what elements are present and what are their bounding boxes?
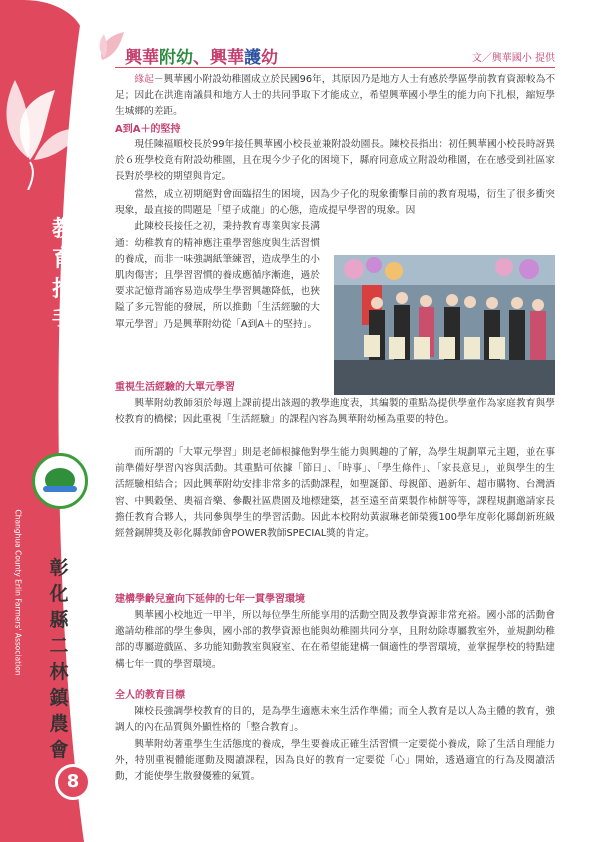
section1-paragraph1: 現任陳福順校長於99年接任興華國小校長並兼附設幼園長。陳校長指出：初任興華國小校長時訝異於６班學校竟有附設幼稚園，且在現今少子化的困境下，縣府同意成立附設幼稚園，在在感受到社區家長對於學校的期望與肯定。 [115, 139, 555, 183]
intro-paragraph: 緣起－興華國小附設幼稚園成立於民國96年，其原因乃是地方人士有感於學區學前教育資源較為不足；因此在洪進南議員和地方人士的共同爭取下才能成立，希望興華國小學生的能力向下扎根，縮短學生城鄉的差距。 [115, 74, 556, 118]
section-heading-whole-person: 全人的教育目標 [115, 690, 185, 701]
section-heading-seven-year: 建構學齡兒童向下延伸的七年一貫學習環境 [115, 594, 305, 605]
section4-paragraph1: 陳校長強調學校教育的目的，是為學生適應未來生活作準備；而全人教育是以人為主體的教育，強調人的內在品質與外顯性格的「整合教育」。 [115, 706, 555, 734]
section2-paragraph1: 興華附幼教師須於每週上課前提出該週的教學進度表，其編製的重點為提供學童作為家庭教育與學校教育的橋樑；因此重視「生活經驗」的課程內容為興華附幼極為重要的特色。 [115, 398, 555, 426]
section1-paragraph2-top: 當然，成立初期絕對會面臨招生的困境，因為少子化的現象衝擊目前的教育現場，衍生了很多衝突現象，最直接的問題是「望子成龍」的心態，造成提早學習的現象。因 此陳校長接任之初，秉持教育專業與家長溝通：幼稚教育的精神應注重學習態度與生活習慣的養成，而非一味強調紙筆練習，造成學生的小肌肉傷害；且學習習慣的養成應循序漸進，過於要求記憶背誦容易造成學生學習興趣降低，也狹隘了多元智能的發展，所以推動「生活經驗的大單元學習」乃是興華附幼從「A到A＋的堅持」。 [115, 189, 555, 330]
org-name-english: Changhua County Erlin Farmers' Association [13, 509, 23, 676]
section4-paragraph2: 興華附幼著重學生生活態度的養成，學生要養成正確生活習慣一定要從小養成，除了生活自理能力外，特別重視體能運動及閱讀課程，因為良好的教育一定要從「心」開始，透過適宜的行為及閱讀活動，才能使學生散發優雅的氣質。 [115, 739, 555, 783]
farmers-association-logo-icon [32, 453, 88, 509]
event-photo [334, 255, 555, 395]
section-heading-life-experience: 重視生活經驗的大單元學習 [115, 382, 235, 393]
sidebar [0, 0, 92, 842]
article-byline: 文／興華國小 提供 [471, 53, 555, 64]
section-heading-a-to-a-plus: A到A＋的堅持 [115, 124, 181, 135]
org-name-chinese: 彰 化 縣 二 林 鎮 農 會 [49, 557, 69, 761]
article-header [115, 43, 555, 68]
section2-paragraph2: 而所謂的「大單元學習」則是老師根據他對學生能力與興趣的了解，為學生規劃單元主題，並在事前準備好學習內容與活動。其重點可依據「節日」、「時事」、「學生條件」、「家長意見」，並與學生的生活經驗相結合；因此興華附幼安排非常多的活動課程，如聖誕節、母親節、過新年、超市購物、台灣酒窖、中興穀堡、奧福音樂、參觀社區農園及地標建築，甚至遠至苗栗製作柿餅等等，課程規劃邀請家長擔任教育合夥人，共同參與學生的學習活動。因此本校附幼黃淑琳老師榮獲100學年度彰化縣創新班級經營銅牌獎及彰化縣教師會POWER教師SPECIAL獎的肯定。 [115, 447, 555, 540]
page-number: 8 [55, 764, 91, 800]
flower-ornament-icon [0, 40, 90, 190]
award-ceremony-photo-icon [334, 255, 555, 395]
section-title: 教 育 推 手 [51, 217, 74, 332]
article-title: 興華附幼、興華護幼 [125, 48, 278, 68]
section3-paragraph1: 興華國小校地近一甲半，所以每位學生所能享用的活動空間及教學資源非常充裕。國小部的活動會邀請幼稚部的學生參與，國小部的教學資源也能與幼稚園共同分享，且附幼除專屬教室外，並規劃幼稚部的專屬遊戲區、多功能知動教室與寢室、在在希望能建構一個適性的學習環境，並掌握學校的特點建構七年一貫的學習環境。 [115, 610, 555, 670]
